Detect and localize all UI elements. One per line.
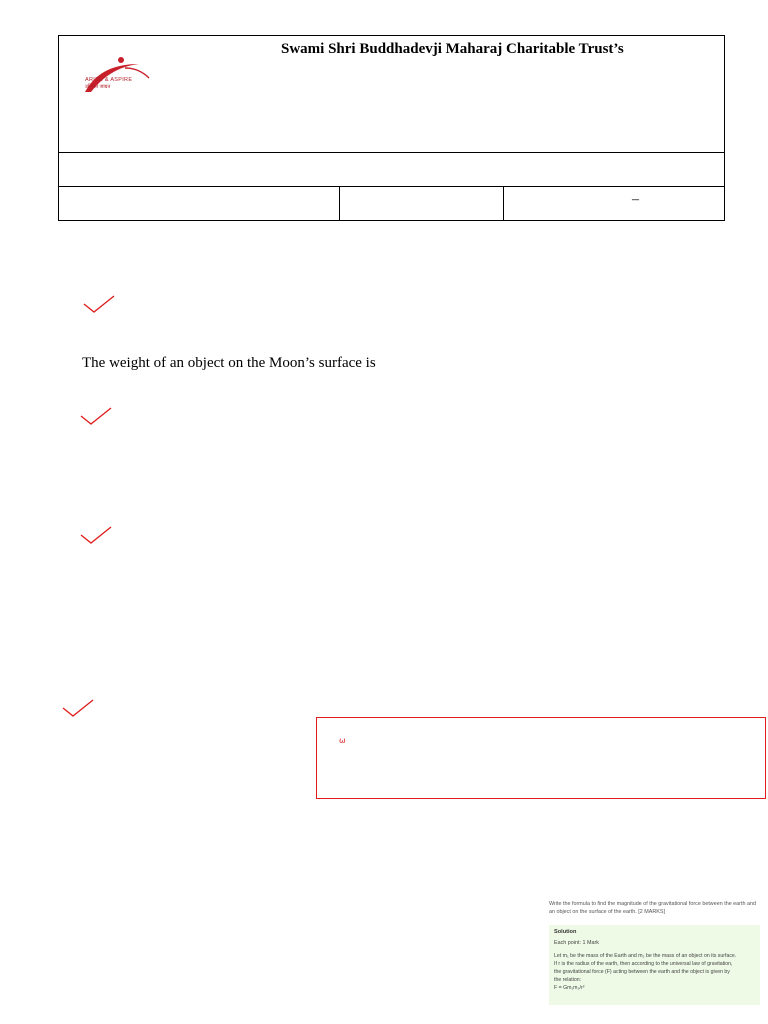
snippet-line: the relation: xyxy=(554,977,582,983)
answer-highlight-box xyxy=(316,717,766,799)
snippet-marking: Each point: 1 Mark xyxy=(554,940,599,946)
question-text: The weight of an object on the Moon’s surface is xyxy=(82,355,376,371)
header-cell-name xyxy=(59,186,340,221)
red-box-mark: ω xyxy=(339,736,346,745)
header-cell-class xyxy=(339,186,504,221)
logo-subtitle: उत्तिष्ठत जाग्रत xyxy=(85,84,111,90)
snippet-solution-box xyxy=(549,925,760,1005)
snippet-line: Let m₁ be the mass of the Earth and m₂ be the mass of an object on its surface. xyxy=(554,953,737,959)
snippet-formula: F = Gm₁m₂/r² xyxy=(554,985,585,991)
logo-tagline: ARISE & ASPIRE xyxy=(85,77,133,83)
check-mark-icon xyxy=(79,406,113,426)
check-mark-icon xyxy=(61,698,95,718)
header-bottom-row xyxy=(59,186,724,221)
check-mark-icon xyxy=(79,525,113,545)
marks-dash: – xyxy=(632,192,639,207)
snippet-line: If r is the radius of the earth, then according to the universal law of gravitation, xyxy=(554,961,733,967)
snippet-question: Write the formula to find the magnitude of the gravitational force between the earth and an object on the surface of the earth. [2 MARKS] xyxy=(549,901,756,915)
header-cell-marks xyxy=(504,186,724,221)
school-name: Swami Shri Buddhadevji Maharaj Charitable Trust’s xyxy=(281,41,624,57)
snippet-solution-title: Solution xyxy=(554,929,577,935)
header-table xyxy=(58,35,725,221)
check-mark-icon xyxy=(82,294,116,314)
header-middle-row xyxy=(59,152,724,187)
header-top-row xyxy=(59,36,724,153)
solution-snippet xyxy=(545,897,760,1005)
snippet-body xyxy=(554,952,755,992)
snippet-line: the gravitational force (F) acting between the earth and the object is given by xyxy=(554,969,730,975)
